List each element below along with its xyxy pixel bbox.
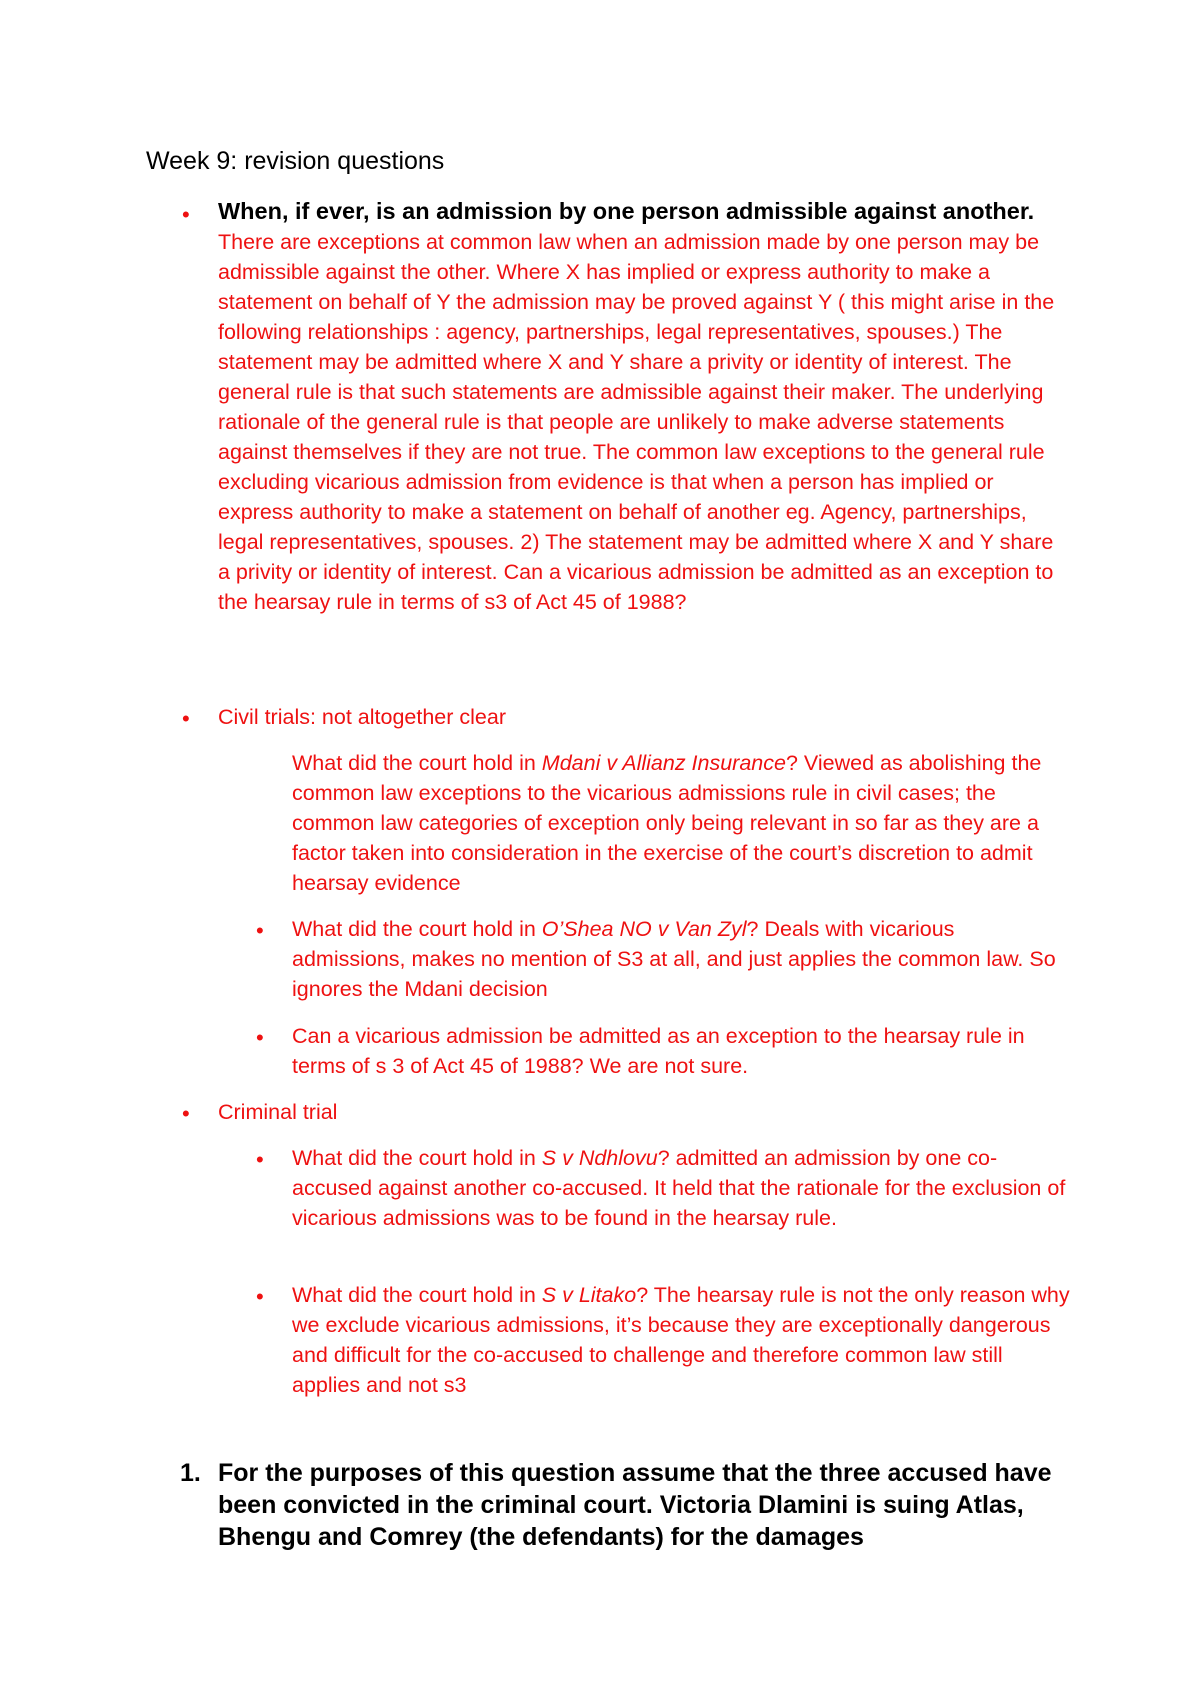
ndhlovu-case-name: S v Ndhlovu — [541, 1146, 658, 1170]
litako-rest: ? The hearsay rule is not the only reason why we exclude vicarious admissions, it’s because they are exceptionally dangerous and difficult for the co-accused to challenge and therefore common law still applies and not s3 — [292, 1283, 1070, 1397]
litako-case-name: S v Litako — [541, 1283, 637, 1307]
question-1-text: When, if ever, is an admission by one person admissible against another. — [218, 198, 1035, 224]
ndhlovu-rest: ? admitted an admission by one co-accused against another co-accused. It held that the rationale for the exclusion of vicarious admissions was to be found in the hearsay rule. — [292, 1146, 1066, 1230]
bullet-icon: • — [256, 1284, 264, 1309]
mdani-rest: ? Viewed as abolishing the common law exceptions to the vicarious admissions rule in civil cases; the common law categories of exception only being relevant in so far as they are a factor taken into consideration in the exercise of the court’s discretion to admit hearsay evidence — [292, 751, 1042, 895]
oshea-paragraph — [292, 914, 1072, 1004]
oshea-prefix: What did the court hold in — [292, 917, 542, 941]
criminal-trial-heading: Criminal trial — [218, 1100, 338, 1124]
civil-question-paragraph: Can a vicarious admission be admitted as an exception to the hearsay rule in terms of s 3 of Act 45 of 1988? We are not sure. — [292, 1024, 1025, 1078]
question-number: 1. — [180, 1459, 201, 1487]
question-1-paragraph — [218, 196, 1068, 617]
oshea-rest: ? Deals with vicarious admissions, makes no mention of S3 at all, and just applies the common law. So ignores the Mdani decision — [292, 917, 1056, 1001]
bullet-icon: • — [256, 918, 264, 943]
ndhlovu-prefix: What did the court hold in — [292, 1146, 542, 1170]
mdani-paragraph — [292, 748, 1072, 898]
civil-trials-heading: Civil trials: not altogether clear — [218, 705, 506, 729]
litako-prefix: What did the court hold in — [292, 1283, 542, 1307]
bullet-icon: • — [182, 706, 190, 731]
bullet-icon: • — [256, 1025, 264, 1050]
question-text: For the purposes of this question assume that the three accused have been convicted in the criminal court. Victoria Dlamini is suing Atlas, Bhengu and Comrey (the defendants) for the damages — [218, 1459, 1052, 1551]
litako-paragraph — [292, 1280, 1072, 1400]
bullet-icon: • — [256, 1147, 264, 1172]
question-1-answer: There are exceptions at common law when an admission made by one person may be admissible against the other. Where X has implied or express authority to make a statement on behalf of Y the admission may be proved against Y ( this might arise in the following relationships : agency, partnerships, legal representatives, spouses.) The statement may be admitted where X and Y share a privity or identity of interest. The general rule is that such statements are admissible against their maker. The underlying rationale of the general rule is that people are unlikely to make adverse statements against themselves if they are not true. The common law exceptions to the general rule excluding vicarious admission from evidence is that when a person has implied or express authority to make a statement on behalf of another eg. Agency, partnerships, legal representatives, spouses. 2) The statement may be admitted where X and Y share a privity or identity of interest. Can a vicarious admission be admitted as an exception to the hearsay rule in terms of s3 of Act 45 of 1988? — [218, 230, 1055, 614]
mdani-prefix: What did the court hold in — [292, 751, 542, 775]
page-title: Week 9: revision questions — [146, 147, 445, 175]
mdani-case-name: Mdani v Allianz Insurance — [541, 751, 786, 775]
ndhlovu-paragraph — [292, 1143, 1072, 1233]
bullet-icon: • — [182, 202, 190, 227]
bullet-icon: • — [182, 1101, 190, 1126]
oshea-case-name: O’Shea NO v Van Zyl — [541, 917, 747, 941]
